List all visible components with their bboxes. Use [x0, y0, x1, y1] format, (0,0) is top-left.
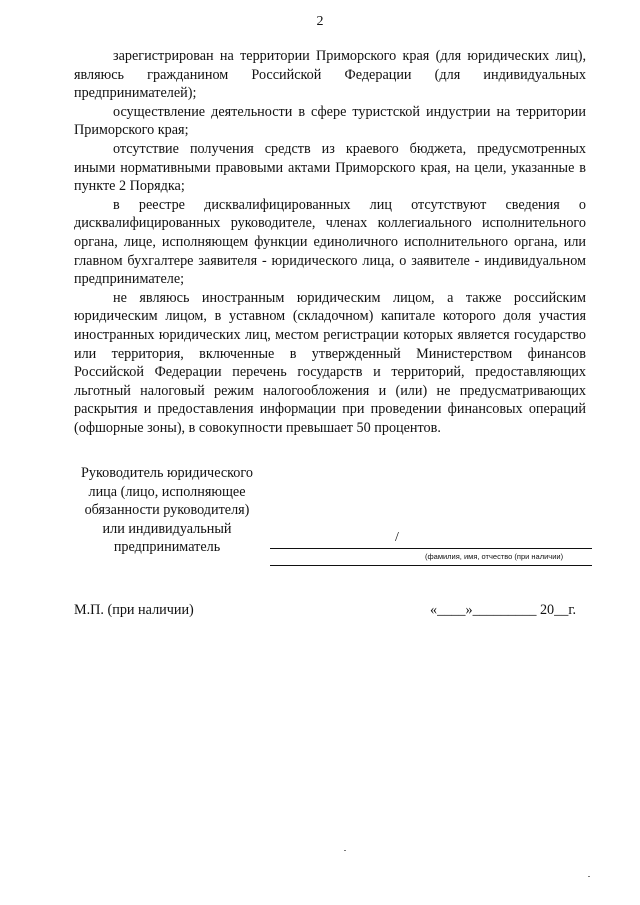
scan-speck: [344, 850, 346, 851]
name-line: [270, 565, 592, 566]
signer-title-line: Руководитель юридического: [81, 465, 253, 481]
signer-title: [62, 464, 272, 557]
signer-title-line: или индивидуальный: [102, 520, 232, 537]
paragraph-budget-funds: отсутствие получения средств из краевого бюджета, предусмотренных иными нормативными правовыми актами Приморского края, на цели, указанные в пункте 2 Порядка;: [74, 140, 586, 195]
date-field: «____»_________ 20__г.: [430, 602, 577, 618]
page-number: 2: [316, 14, 324, 29]
paragraph-tourism-activity: осуществление деятельности в сфере туристской индустрии на территории Приморского края;: [74, 103, 586, 139]
scan-speck: [588, 876, 590, 877]
signature-line: [270, 548, 592, 549]
paragraph-foreign-entity: не являюсь иностранным юридическим лицом, а также российским юридическим лицом, в уставном (складочном) капитале которого доля участия иностранных юридических лиц, местом регистрации которых является государство или территория, включенные в утвержденный Министерством финансов Российской Федерации перечень государств и территорий, предоставляющих льготный налоговый режим налогообложения и (или) не предусматривающих раскрытия и предоставления информации при проведении финансовых операций (офшорные зоны), в совокупности превышает 50 процентов.: [74, 289, 586, 436]
body-text: [74, 47, 586, 437]
signature-caption: (фамилия, имя, отчество (при наличии): [425, 552, 564, 561]
paragraph-registration: зарегистрирован на территории Приморского края (для юридических лиц), являюсь гражданином Российской Федерации (для индивидуальных предпринимателей);: [74, 48, 586, 102]
signer-title-line: предприниматель: [113, 539, 221, 556]
signer-title-line: лица (лицо, исполняющее: [88, 483, 246, 500]
signer-title-line: обязанности руководителя): [84, 502, 250, 519]
stamp-label: М.П. (при наличии): [74, 602, 194, 618]
paragraph-disqualified-registry: в реестре дисквалифицированных лиц отсутствуют сведения о дисквалифицированных руководителе, членах коллегиального исполнительного органа, лице, исполняющем функции единоличного исполнительного органа, или главном бухгалтере заявителя - юридического лица, о заявителе - индивидуальном предпринимателе;: [74, 196, 586, 288]
signature-separator: /: [395, 530, 399, 545]
